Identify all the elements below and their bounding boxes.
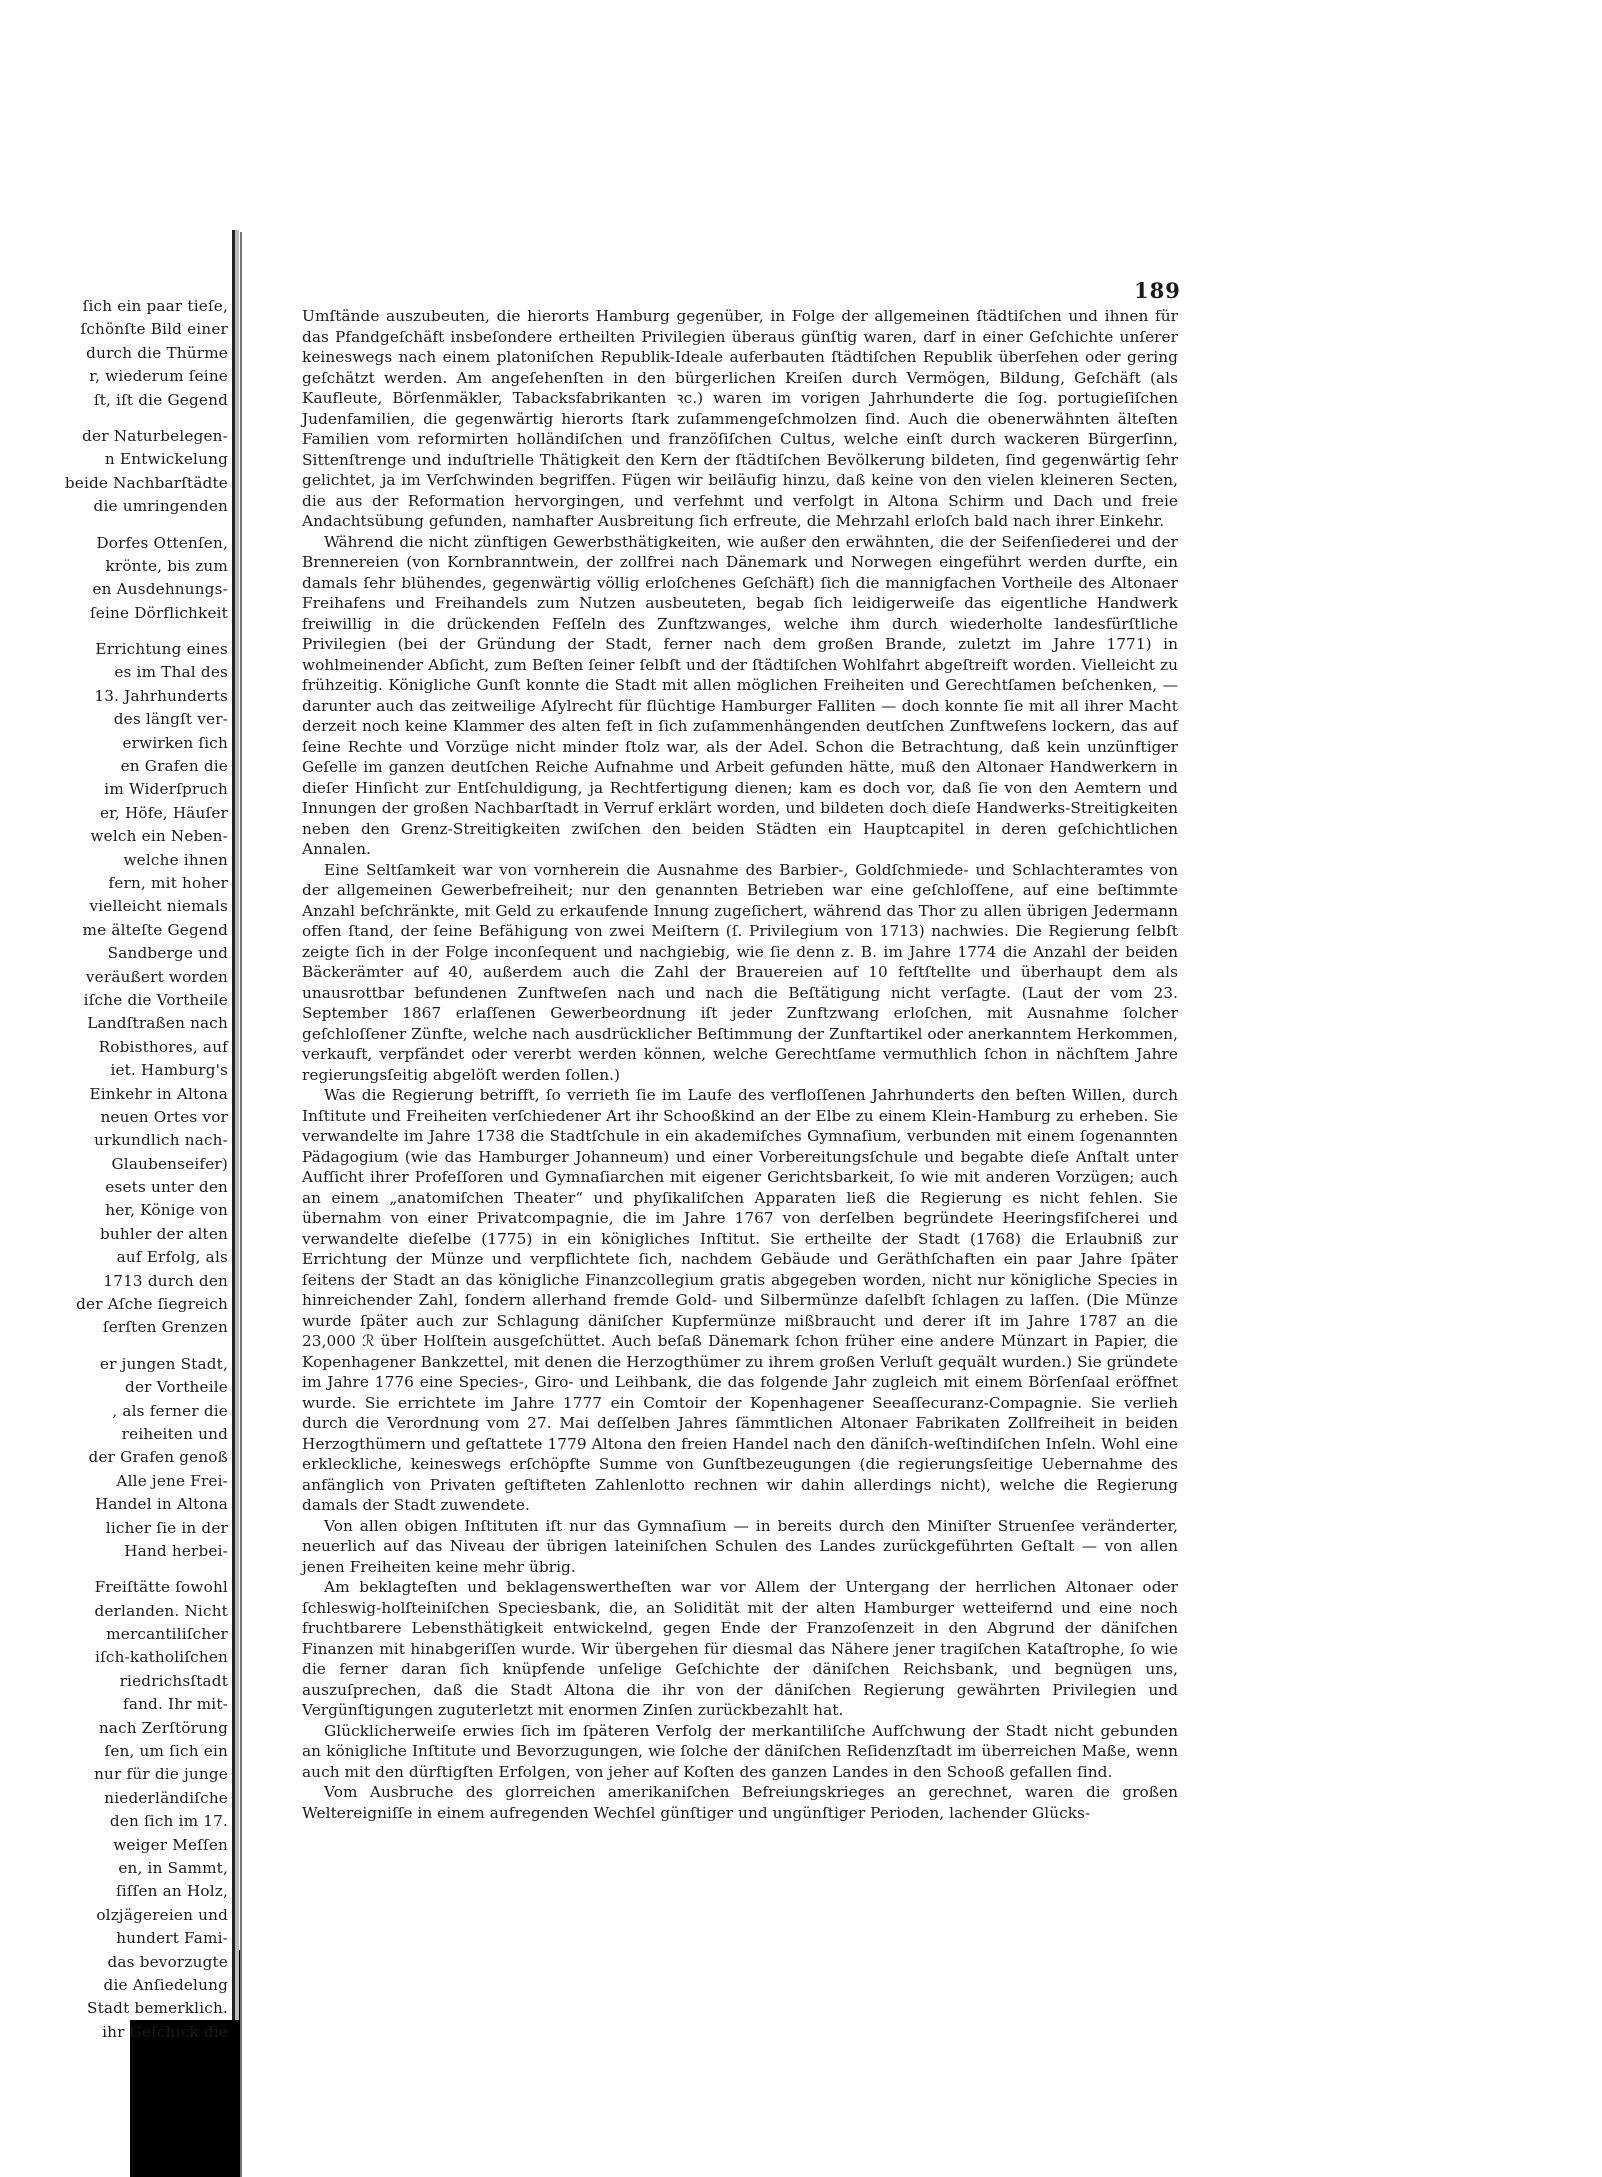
left-fragment-line: fand. Ihr mit- xyxy=(123,1695,228,1714)
left-fragment-line: Stadt bemerklich. xyxy=(86,1999,228,2018)
left-fragment-line: Errichtung eines xyxy=(95,640,228,659)
left-fragment-line: hundert Fami- xyxy=(116,1929,228,1948)
left-fragment-line: Dorfes Ottenſen, xyxy=(96,533,228,552)
left-fragment-line: ſeine Dörflichkeit xyxy=(89,603,228,622)
left-fragment-line: nur für die junge xyxy=(94,1765,228,1784)
left-fragment-line: iſche die Vortheile xyxy=(83,990,228,1009)
left-fragment-line xyxy=(0,625,228,638)
left-fragment-line: reiheiten und xyxy=(121,1424,228,1443)
left-fragment-line: das bevorzugte xyxy=(107,1952,228,1971)
left-fragment-line: ſen, um ſich ein xyxy=(104,1742,228,1761)
left-fragment-line: Sandberge und xyxy=(107,944,228,963)
left-fragment-line: mercantiliſcher xyxy=(106,1625,228,1644)
paragraph-8: Vom Ausbruche des glorreichen amerikaniſchen Befreiungskrieges an gerechnet, waren die großen Weltereigniſſe in einem aufregenden Wechſel günſtiger und ungünſtiger Perioden, lachender Glücks- xyxy=(302,1783,1178,1822)
left-fragment-line: die Anſiedelung xyxy=(103,1975,228,1994)
left-fragment-line: Hand herbei- xyxy=(124,1541,228,1560)
left-fragment-line: en, in Sammt, xyxy=(118,1859,228,1877)
left-fragment-line: , als ferner die xyxy=(112,1401,228,1420)
left-fragment-line: 1713 durch den xyxy=(103,1271,228,1290)
left-fragment-line xyxy=(0,412,228,425)
left-fragment-line xyxy=(0,1563,228,1576)
left-fragment-line xyxy=(0,1340,228,1353)
left-fragment-line: urkundlich nach- xyxy=(94,1131,228,1150)
left-fragment-line: er, Höfe, Häuſer xyxy=(99,803,228,822)
left-fragment-line: en Grafen die xyxy=(120,757,228,776)
left-page-text-fragments xyxy=(0,295,228,2044)
body-text xyxy=(302,306,1178,1823)
left-fragment-line: der Naturbelegen- xyxy=(82,426,228,445)
left-fragment-line: vielleicht niemals xyxy=(89,897,228,916)
left-fragment-line: iet. Hamburg's xyxy=(110,1061,228,1080)
left-fragment-line: Handel in Altona xyxy=(94,1495,228,1514)
paragraph-1: Umſtände auszubeuten, die hierorts Hamburg gegenüber, in Folge der allgemeinen ſtädtiſchen und ihnen für das Pfandgeſchäft insbeſondere ertheilten Privilegien überaus günſtig waren, darf in einer Geſchichte unſerer keineswegs nach einem platoniſchen Republik-Ideale auferbauten ſtädtiſchen Republik überſehen oder gering geſchätzt werden. Am angeſehenſten in den bürgerlichen Kreiſen durch Vermögen, Bildung, Geſchäft (als Kaufleute, Börſenmäkler, Tabacksfabrikanten ꝛc.) waren im vorigen Jahrhunderte die ſog. portugieſiſchen Judenfamilien, die gegenwärtig hierorts ſtark zuſammengeſchmolzen ſind. Auch die obenerwähnten älteſten Familien vom reformirten holländiſchen und franzöſiſchen Cultus, welche einſt durch wackeren Bürgerſinn, Sittenſtrenge und induſtrielle Thätigkeit den Kern der ſtädtiſchen Bevölkerung bildeten, ſind gegenwärtig ſehr gelichtet, ja im Verſchwinden begriffen. Fügen wir beiläufig hinzu, daß keine von den vielen kleineren Secten, die aus der Reformation hervorgingen, und verfehmt und verfolgt in Altona Schirm und Dach und freie Andachtsübung gefunden, namhafter Ausbreitung ſich erfreute, die Mehrzahl erloſch bald nach ihrer Einkehr. xyxy=(302,307,1178,530)
left-fragment-line: durch die Thürme xyxy=(86,343,228,362)
left-fragment-line: Landſtraßen nach xyxy=(87,1014,228,1033)
left-fragment-line: derlanden. Nicht xyxy=(94,1601,228,1620)
paragraph-5: Von allen obigen Inſtituten iſt nur das Gymnaſium — in bereits durch den Miniſter Struenſee veränderter, neuerlich auf das Niveau der übrigen lateiniſchen Schulen des Landes zurückgeführten Geſtalt — von allen jenen Freiheiten keine mehr übrig. xyxy=(302,1516,1178,1576)
left-fragment-line: r, wiederum ſeine xyxy=(89,367,228,386)
left-fragment-line: im Widerſpruch xyxy=(104,780,228,799)
left-fragment-line: auf Erfolg, als xyxy=(116,1248,228,1267)
left-fragment-line: licher ſie in der xyxy=(105,1518,228,1537)
paragraph-4: Was die Regierung betrifft, ſo verrieth ſie im Laufe des verfloſſenen Jahrhunderts den beſten Willen, durch Inſtitute und Freiheiten verſchiedener Art ihr Schooßkind an der Elbe zu einem Klein-Hamburg zu erheben. Sie verwandelte im Jahre 1738 die Stadtſchule in ein akademiſches Gymnaſium, verbunden mit einem ſogenannten Pädagogium (wie das Hamburger Johanneum) und einer Vorbereitungsſchule und begabte dieſe Anſtalt unter Aufſicht ihrer Profeſſoren und Gymnaſiarchen mit eigener Gerichtsbarkeit, ſo wie mit anderen Vorzügen; auch an einem „anatomiſchen Theater“ und phyſikaliſchen Apparaten ließ die Regierung es nicht fehlen. Sie übernahm von einer Privatcompagnie, die im Jahre 1767 von derſelben begründete Heeringsfiſcherei und verwandelte dieſelbe (1775) in ein königliches Inſtitut. Sie ertheilte der Stadt (1768) die Erlaubniß zur Errichtung der Münze und verpflichtete ſich, nachdem Gebäude und Geräthſchaften ein paar Jahre ſpäter ſeitens der Stadt an das königliche Finanzcollegium gratis abgegeben worden, nicht nur königliche Species in hinreichender Zahl, ſondern allerhand fremde Gold- und Silbermünze daſelbſt ſchlagen zu laſſen. (Die Münze wurde ſpäter auch zur Schlagung däniſcher Kupfermünze mißbraucht und derer iſt im Jahre 1787 an die 23,000 ℛ über Holſtein ausgeſchüttet. Auch beſaß Dänemark ſchon früher eine andere Münzart in Papier, die Kopenhagener Bankzettel, mit denen die Herzogthümer zu ihrem großen Verluſt gequält wurden.) Sie gründete im Jahre 1776 eine Species-, Giro- und Leihbank, die das folgende Jahr zugleich mit einem Börſenſaal eröffnet wurde. Sie errichtete im Jahre 1777 ein Comtoir der Kopenhagener Seeaſſecuranz-Compagnie. Sie verlieh durch die Verordnung vom 27. Mai deſſelben Jahres ſämmtlichen Altonaer Fabrikaten Zollfreiheit in beiden Herzogthümern und geſtattete 1779 Altona den freien Handel nach den däniſch-weſtindiſchen Inſeln. Wohl eine erkleckliche, keineswegs erſchöpfte Summe von Gunſtbezeugungen (die regierungsſeitige Uebernahme des anfänglich von Privaten geſtifteten Zahlenlotto rechnen wir dahin allerdings nicht), welche die Regierung damals der Stadt zuwendete. xyxy=(302,1086,1178,1514)
left-fragment-line: iſch-katholiſchen xyxy=(95,1648,228,1667)
paragraph-2: Während die nicht zünftigen Gewerbsthätigkeiten, wie außer den erwähnten, die der Seifenſiederei und der Brennereien (von Kornbranntwein, der zollfrei nach Dänemark und Norwegen eingeführt werden durfte, ein damals ſehr blühendes, gegenwärtig völlig erloſchenes Geſchäft) ſich die mannigfachen Vortheile des Altonaer Freihafens und Freihandels zum Nutzen ausbeuteten, begab ſich leidigerweiſe das eigentliche Handwerk freiwillig in die drückenden Feſſeln des Zunftzwanges, welche ihm durch wiederholte landesfürſtliche Privilegien (bei der Gründung der Stadt, ferner nach dem großen Brande, zuletzt im Jahre 1771) in wohlmeinender Abſicht, zum Beſten ſeiner ſelbſt und der ſtädtiſchen Wohlfahrt abgeſtreift worden. Vielleicht zu frühzeitig. Königliche Gunſt konnte die Stadt mit allen möglichen Freiheiten und Gerechtſamen beſchenken, — darunter auch das zeitweilige Aſylrecht für flüchtige Hamburger Falliten — doch konnte ſie mit all ihrer Macht derzeit noch keine Klammer des alten feſt in ſich zuſammenhängenden deutſchen Zunftweſens lockern, das auf ſeine Rechte und Vorzüge nicht minder ſtolz war, als der Adel. Schon die Betrachtung, daß kein unzünftiger Geſelle im ganzen deutſchen Reiche Aufnahme und Arbeit gefunden hätte, muß den Altonaer Handwerkern in dieſer Hinſicht zur Entſchuldigung, ja Rechtfertigung dienen; kam es doch vor, daß ſie von den Aemtern und Innungen der großen Nachbarſtadt in Verruf erklärt worden, und bildeten doch dieſe Handwerks-Streitigkeiten neben den Grenz-Streitigkeiten zwiſchen den beiden Städten ein Hauptcapitel in deren geſchichtlichen Annalen. xyxy=(302,532,1178,858)
left-fragment-line: erwirken ſich xyxy=(122,733,228,752)
left-fragment-line: Einkehr in Altona xyxy=(89,1084,228,1103)
left-fragment-line: olzjägereien und xyxy=(96,1905,228,1924)
left-fragment-line: weiger Meſſen xyxy=(113,1835,228,1854)
left-fragment-line: es im Thal des xyxy=(114,663,228,682)
left-fragment-line: Alle jene Frei- xyxy=(116,1471,228,1490)
left-fragment-line xyxy=(0,519,228,532)
left-fragment-line: ſiſſen an Holz, xyxy=(115,1882,228,1901)
left-fragment-line: ſerſten Grenzen xyxy=(102,1318,228,1337)
left-fragment-line: esets unter den xyxy=(105,1178,228,1197)
left-fragment-line: Glaubenseifer) xyxy=(111,1154,228,1173)
left-fragment-line: buhler der alten xyxy=(100,1224,228,1243)
left-fragment-line: des längſt ver- xyxy=(113,710,228,729)
left-fragment-line: en Ausdehnungs- xyxy=(92,580,228,599)
paragraph-7: Glücklicherweiſe erwies ſich im ſpäteren Verfolg der merkantiliſche Aufſchwung der Stadt nicht gebunden an königliche Inſtitute und Bevorzugungen, wie ſolche der däniſchen Reſidenzſtadt im überreichen Maße, wenn auch mit den dürftigſten Erfolgen, von jeher auf Koſten des ganzen Landes in den Schooß gefallen ſind. xyxy=(302,1721,1178,1781)
left-fragment-line: Freiſtätte ſowohl xyxy=(94,1578,228,1597)
left-fragment-line: veräußert worden xyxy=(85,967,228,986)
left-fragment-line: den ſich im 17. xyxy=(109,1812,228,1831)
page-number: 189 xyxy=(1134,278,1181,303)
left-fragment-line: krönte, bis zum xyxy=(105,556,228,575)
left-fragment-line: n Entwickelung xyxy=(104,450,228,469)
left-fragment-line: Robisthores, auf xyxy=(98,1037,228,1056)
left-fragment-line: ihr Geſchick die xyxy=(102,2022,228,2041)
left-fragment-line: ſt, iſt die Gegend xyxy=(93,390,228,409)
left-fragment-line: me älteſte Gegend xyxy=(82,920,228,939)
left-fragment-line: neuen Ortes vor xyxy=(100,1107,228,1126)
left-fragment-line: ſich ein paar tieſe, xyxy=(82,297,228,315)
left-fragment-line: nach Zerſtörung xyxy=(98,1718,228,1737)
left-fragment-line: her, Könige von xyxy=(105,1201,228,1220)
left-fragment-line: der Grafen genoß xyxy=(88,1448,228,1467)
left-fragment-line: der Vortheile xyxy=(125,1378,228,1397)
left-fragment-line: fern, mit hoher xyxy=(108,873,228,892)
left-fragment-line: niederländiſche xyxy=(104,1788,228,1807)
left-fragment-line: welch ein Neben- xyxy=(90,827,228,846)
left-page xyxy=(0,230,235,2041)
left-fragment-line: der Aſche ſiegreich xyxy=(76,1295,228,1314)
left-fragment-line: riedrichsſtadt xyxy=(119,1671,228,1690)
left-fragment-line: er jungen Stadt, xyxy=(99,1354,228,1373)
left-fragment-line: ſchönſte Bild einer xyxy=(80,320,228,339)
paragraph-3: Eine Seltſamkeit war von vornherein die Ausnahme des Barbier-, Goldſchmiede- und Schlachteramtes von der allgemeinen Gewerbefreiheit; nur den genannten Betrieben war eine geſchloſſene, auf eine beſtimmte Anzahl beſchränkte, mit Geld zu erkaufende Innung zugeſichert, während das Thor zu allen übrigen Jedermann offen ſtand, der ſeine Befähigung von zwei Meiſtern (ſ. Privilegium von 1713) nachwies. Die Regierung ſelbſt zeigte ſich in der Folge inconſequent und nachgiebig, wie ſie denn z. B. im Jahre 1774 die Anzahl der beiden Bäckerämter auf 40, außerdem auch die Zahl der Brauereien auf 10 feſtſtellte und überhaupt dem als unausrottbar befundenen Zunftweſen nach und nach die Beſtätigung nicht verſagte. (Laut der vom 23. September 1867 erlaſſenen Gewerbeordnung iſt jeder Zunftzwang erloſchen, mit Ausnahme ſolcher geſchloſſener Zünfte, welche nach ausdrücklicher Beſtimmung der Zunftartikel oder anerkanntem Herkommen, verkauft, verpfändet oder vererbt werden können, welche Gerechtſame vermuthlich ſchon in nächſtem Jahre regierungsſeitig abgelöſt werden ſollen.) xyxy=(302,860,1178,1084)
paragraph-6: Am beklagteſten und beklagenswertheſten war vor Allem der Untergang der herrlichen Altonaer oder ſchleswig-holſteiniſchen Speciesbank, die, an Solidität mit der alten Hamburger wetteifernd und eine noch fruchtbarere Lebensthätigkeit entwickelnd, gegen Ende der Franzoſenzeit in den Abgrund der däniſchen Finanzen mit hinabgeriſſen wurde. Wir übergehen für diesmal das Nähere jener tragiſchen Kataſtrophe, ſo wie die ferner daran ſich knüpfende unſelige Geſchichte der däniſchen Reichsbank, und begnügen uns, auszuſprechen, daß die Stadt Altona die ihr von der däniſchen Regierung gewährten Privilegien und Vergünſtigungen zuguterletzt mit enormen Zinſen zurückbezahlt hat. xyxy=(302,1578,1178,1719)
left-fragment-line: welche ihnen xyxy=(123,850,228,869)
left-fragment-line: die umringenden xyxy=(93,497,228,516)
left-fragment-line: beide Nachbarſtädte xyxy=(64,473,228,492)
left-fragment-line: 13. Jahrhunderts xyxy=(94,686,228,705)
